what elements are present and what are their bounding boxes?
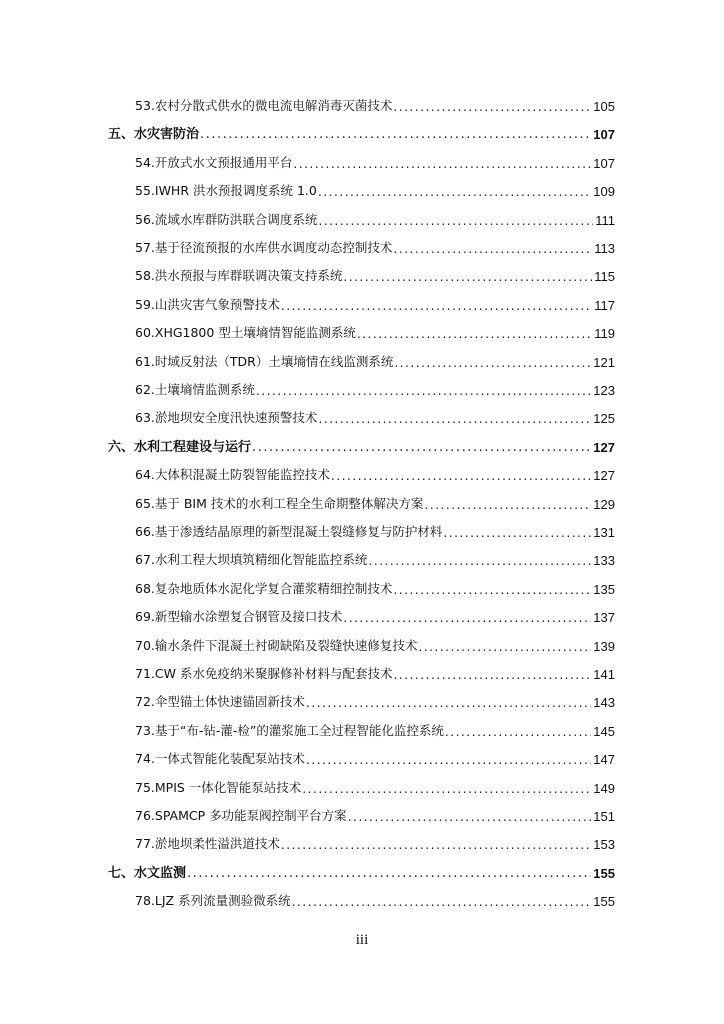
toc-entry-title: 56.流域水库群防洪联合调度系统 bbox=[135, 211, 318, 227]
toc-entry[interactable] bbox=[135, 688, 615, 710]
toc-leader-dots bbox=[318, 411, 591, 426]
toc-page-number: 119 bbox=[594, 326, 615, 342]
toc-entry-title: 59.山洪灾害气象预警技术 bbox=[135, 296, 280, 312]
toc-page-number: 107 bbox=[593, 155, 615, 171]
toc-leader-dots bbox=[302, 781, 591, 796]
toc-page-number: 133 bbox=[593, 553, 615, 569]
toc-leader-dots bbox=[281, 837, 591, 852]
toc-entry-title: 64.大体积混凝土防裂智能监控技术 bbox=[135, 467, 330, 483]
toc-entry[interactable] bbox=[135, 774, 615, 796]
toc-entry-title: 54.开放式水文预报通用平台 bbox=[135, 154, 293, 170]
toc-entry-title: 78.LJZ 系列流量测验微系统 bbox=[135, 893, 291, 909]
toc-page-number: 123 bbox=[593, 383, 615, 398]
toc-entry-title: 71.CW 系水免疫纳米聚脲修补材料与配套技术 bbox=[135, 666, 393, 681]
toc-leader-dots bbox=[393, 582, 591, 597]
toc-leader-dots bbox=[343, 269, 592, 284]
toc-page-number: 129 bbox=[593, 496, 615, 512]
toc-leader-dots bbox=[445, 724, 591, 739]
toc-page-number: 117 bbox=[594, 297, 615, 313]
toc-leader-dots bbox=[331, 468, 591, 483]
toc-entry[interactable] bbox=[135, 830, 615, 852]
toc-entry-title: 58.洪水预报与库群联调决策支持系统 bbox=[135, 268, 343, 284]
toc-entry-title: 73.基于“布-钻-灌-检”的灌浆施工全过程智能化监控系统 bbox=[135, 722, 444, 738]
toc-section-heading[interactable] bbox=[108, 120, 615, 142]
toc-section-title: 七、水文监测 bbox=[108, 865, 187, 881]
toc-leader-dots bbox=[343, 610, 591, 625]
toc-leader-dots bbox=[443, 525, 591, 540]
page-number: iii bbox=[355, 932, 369, 948]
toc-entry[interactable] bbox=[135, 632, 615, 654]
toc-leader-dots bbox=[348, 809, 592, 824]
toc-entry-title: 75.MPIS 一体化智能泵站技术 bbox=[135, 779, 302, 795]
toc-entry[interactable] bbox=[135, 376, 615, 398]
toc-page-number: 113 bbox=[594, 241, 615, 256]
toc-entry-title: 60.XHG1800 型土壤墒情智能监测系统 bbox=[135, 325, 356, 341]
toc-entry-title: 57.基于径流预报的水库供水调度动态控制技术 bbox=[135, 240, 393, 255]
toc-section-title: 六、水利工程建设与运行 bbox=[108, 439, 252, 455]
toc-page-number: 135 bbox=[593, 581, 615, 597]
toc-entry[interactable] bbox=[135, 461, 615, 483]
toc-leader-dots bbox=[393, 241, 592, 256]
toc-leader-dots bbox=[418, 639, 591, 654]
toc-entry-title: 65.基于 BIM 技术的水利工程全生命期整体解决方案 bbox=[135, 495, 424, 511]
toc-leader-dots bbox=[256, 383, 591, 398]
toc-section-heading[interactable] bbox=[108, 433, 615, 455]
toc-entry[interactable] bbox=[135, 575, 615, 597]
toc-entry[interactable] bbox=[135, 745, 615, 767]
toc-entry-title: 62.土壤墒情监测系统 bbox=[135, 382, 255, 397]
toc-page-number: 137 bbox=[593, 610, 615, 626]
toc-entry-title: 67.水利工程大坝填筑精细化智能监控系统 bbox=[135, 552, 368, 568]
toc-page-number: 151 bbox=[593, 809, 615, 824]
toc-page-number: 143 bbox=[593, 695, 615, 711]
toc-leader-dots bbox=[281, 298, 592, 313]
toc-page-number: 127 bbox=[593, 468, 615, 484]
toc-entry[interactable] bbox=[135, 660, 615, 682]
toc-leader-dots bbox=[187, 866, 591, 881]
toc-page-number: 139 bbox=[593, 638, 615, 654]
toc-entry[interactable] bbox=[135, 291, 615, 313]
toc-entry[interactable] bbox=[135, 177, 615, 199]
toc-page-number: 127 bbox=[593, 439, 615, 455]
toc-page-number: 145 bbox=[593, 723, 615, 739]
toc-leader-dots bbox=[318, 213, 593, 228]
toc-entry-title: 72.伞型锚土体快速锚固新技术 bbox=[135, 694, 305, 710]
toc-entry[interactable] bbox=[135, 518, 615, 540]
toc-entry[interactable] bbox=[135, 206, 615, 228]
toc-leader-dots bbox=[306, 752, 591, 767]
toc-page-number: 155 bbox=[593, 894, 615, 910]
toc-leader-dots bbox=[424, 497, 591, 512]
toc-leader-dots bbox=[357, 326, 592, 341]
toc-entry[interactable] bbox=[135, 603, 615, 625]
toc-page-number: 107 bbox=[593, 127, 615, 143]
toc-leader-dots bbox=[252, 440, 591, 455]
toc-leader-dots bbox=[318, 184, 591, 199]
toc-page-number: 111 bbox=[595, 212, 615, 228]
toc-page-number: 147 bbox=[593, 752, 615, 768]
toc-leader-dots bbox=[393, 99, 591, 114]
toc-entry[interactable] bbox=[135, 887, 615, 909]
toc-leader-dots bbox=[200, 127, 591, 142]
toc-entry-title: 69.新型输水涂塑复合钢管及接口技术 bbox=[135, 609, 343, 625]
toc-leader-dots bbox=[368, 553, 591, 568]
toc-page-number: 141 bbox=[593, 667, 615, 682]
toc-entry[interactable] bbox=[135, 802, 615, 824]
toc-entry-title: 61.时域反射法（TDR）土壤墒情在线监测系统 bbox=[135, 353, 394, 369]
toc-entry-title: 63.淤地坝安全度汛快速预警技术 bbox=[135, 410, 318, 426]
toc-page-number: 121 bbox=[593, 354, 615, 370]
toc-entry-title: 68.复杂地质体水泥化学复合灌浆精细控制技术 bbox=[135, 580, 393, 596]
toc-entry[interactable] bbox=[135, 717, 615, 739]
toc-leader-dots bbox=[393, 667, 591, 682]
toc-entry-title: 76.SPAMCP 多功能泵阀控制平台方案 bbox=[135, 808, 347, 823]
toc-page-number: 155 bbox=[593, 865, 615, 881]
toc-leader-dots bbox=[306, 695, 591, 710]
toc-entry[interactable] bbox=[135, 546, 615, 568]
toc-entry[interactable] bbox=[135, 490, 615, 512]
toc-leader-dots bbox=[292, 894, 592, 909]
toc-entry-title: 66.基于渗透结晶原理的新型混凝土裂缝修复与防护材料 bbox=[135, 524, 443, 539]
toc-page-number: 131 bbox=[593, 525, 615, 540]
toc-entry-title: 77.淤地坝柔性溢洪道技术 bbox=[135, 836, 280, 852]
toc-entry-title: 55.IWHR 洪水预报调度系统 1.0 bbox=[135, 183, 317, 199]
toc-page-number: 109 bbox=[593, 184, 615, 200]
toc-entry[interactable] bbox=[135, 348, 615, 370]
toc-section-title: 五、水灾害防治 bbox=[108, 127, 200, 143]
toc-section-heading[interactable] bbox=[108, 859, 615, 881]
toc-page-number: 115 bbox=[594, 269, 615, 285]
toc-leader-dots bbox=[394, 355, 591, 370]
toc-entry[interactable] bbox=[135, 234, 615, 256]
toc-page-number: 105 bbox=[593, 99, 615, 114]
toc-leader-dots bbox=[293, 156, 591, 171]
toc-entry-title: 53.农村分散式供水的微电流电解消毒灭菌技术 bbox=[135, 98, 393, 113]
toc-entry[interactable] bbox=[135, 319, 615, 341]
toc-page-number: 125 bbox=[593, 411, 615, 427]
toc-entry[interactable] bbox=[135, 262, 615, 284]
toc-entry[interactable] bbox=[135, 92, 615, 114]
toc-entry-title: 74.一体式智能化装配泵站技术 bbox=[135, 751, 305, 767]
toc-page-number: 149 bbox=[593, 780, 615, 796]
toc-entry[interactable] bbox=[135, 149, 615, 171]
toc-entry-title: 70.输水条件下混凝土衬砌缺陷及裂缝快速修复技术 bbox=[135, 637, 418, 653]
toc-entry[interactable] bbox=[135, 404, 615, 426]
toc-page-number: 153 bbox=[593, 837, 615, 853]
